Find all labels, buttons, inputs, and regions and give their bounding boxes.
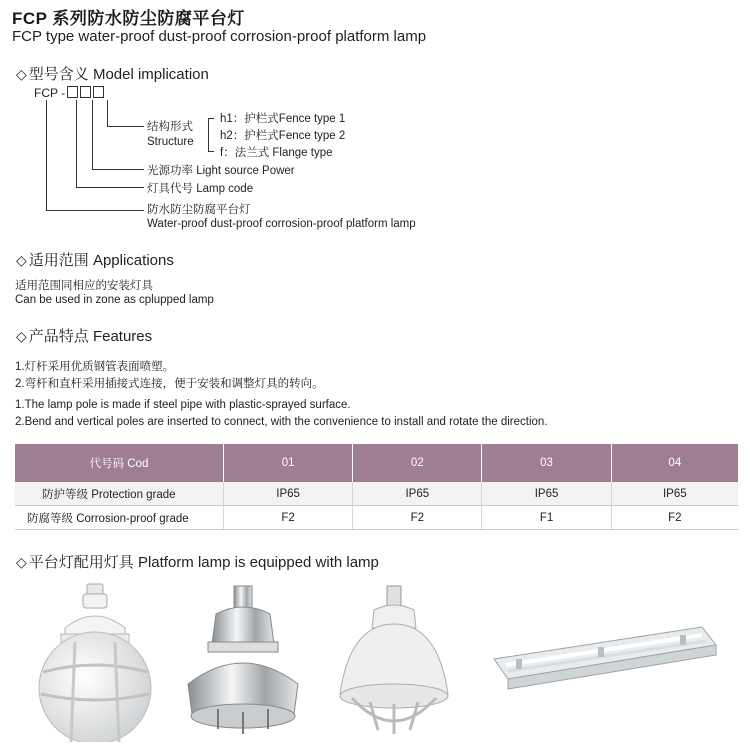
equipped-heading-text: 平台灯配用灯具 Platform lamp is equipped with lamp xyxy=(28,554,379,571)
table-header-cell: 代号码 Cod xyxy=(15,444,224,482)
code-box-3 xyxy=(93,86,104,98)
connector-line xyxy=(76,100,77,187)
power-label: 光源功率 Light source Power xyxy=(147,165,295,177)
applications-en: Can be used in zone as cplupped lamp xyxy=(15,294,214,306)
lamp-name-cn: 防水防尘防腐平台灯 xyxy=(147,204,251,216)
section-applications-heading xyxy=(16,249,174,270)
table-header-row xyxy=(15,444,738,482)
features-heading-text: 产品特点 Features xyxy=(28,328,153,345)
diamond-icon: ◇ xyxy=(16,328,27,344)
structure-en: Structure xyxy=(147,136,194,148)
lamp-image-tube xyxy=(488,615,720,695)
table-header-cell: 01 xyxy=(224,444,353,482)
table-cell: F2 xyxy=(353,506,482,530)
table-header-cell: 03 xyxy=(482,444,611,482)
lamp-image-white-bell xyxy=(330,584,460,744)
connector-line xyxy=(76,187,144,188)
table-header-cell: 04 xyxy=(611,444,738,482)
model-code-prefix: FCP - xyxy=(34,86,66,100)
table-cell: 防护等级 Protection grade xyxy=(15,482,224,506)
table-row xyxy=(15,506,738,530)
bracket-line xyxy=(208,151,214,152)
type-item: h1：护栏式Fence type 1 xyxy=(220,113,346,125)
connector-line xyxy=(46,100,47,210)
table-header-cell: 02 xyxy=(353,444,482,482)
connector-line xyxy=(107,100,108,126)
lamp-image-white-globe xyxy=(25,582,165,742)
connector-line xyxy=(92,169,144,170)
table-cell: IP65 xyxy=(224,482,353,506)
connector-line xyxy=(92,100,93,169)
code-box-1 xyxy=(67,86,78,98)
section-features-heading xyxy=(16,325,152,346)
page-subtitle: FCP type water-proof dust-proof corrosion-proof platform lamp xyxy=(12,28,427,45)
type-item: h2：护栏式Fence type 2 xyxy=(220,130,346,142)
diamond-icon: ◇ xyxy=(16,252,27,268)
code-box-2 xyxy=(80,86,91,98)
lamp-code-label: 灯具代号 Lamp code xyxy=(147,183,254,195)
applications-cn: 适用范围同相应的安装灯具 xyxy=(15,280,153,292)
table-cell: 防腐等级 Corrosion-proof grade xyxy=(15,506,224,530)
model-heading-text: 型号含义 Model implication xyxy=(28,66,209,83)
page-title: FCP 系列防水防尘防腐平台灯 xyxy=(12,9,245,28)
model-code xyxy=(34,86,104,100)
table-cell: F2 xyxy=(611,506,738,530)
feature-cn-1: 1.灯杆采用优质钢管表面喷塑。 xyxy=(15,361,175,373)
feature-en-2: 2.Bend and vertical poles are inserted to connect, with the convenience to install and rotate the direction. xyxy=(15,416,548,428)
bracket-line xyxy=(208,118,209,152)
applications-heading-text: 适用范围 Applications xyxy=(28,252,174,269)
connector-line xyxy=(107,126,144,127)
type-item: f：法兰式 Flange type xyxy=(220,147,333,159)
table-cell: IP65 xyxy=(611,482,738,506)
table-cell: IP65 xyxy=(482,482,611,506)
diamond-icon: ◇ xyxy=(16,554,27,570)
lamp-image-chrome xyxy=(178,584,308,744)
bracket-line xyxy=(208,118,214,119)
lamp-name-en: Water-proof dust-proof corrosion-proof platform lamp xyxy=(147,218,416,230)
table-cell: IP65 xyxy=(353,482,482,506)
connector-line xyxy=(46,210,144,211)
section-equipped-heading xyxy=(16,551,379,572)
section-model-heading xyxy=(16,63,209,84)
feature-en-1: 1.The lamp pole is made if steel pipe with plastic-sprayed surface. xyxy=(15,399,351,411)
table-cell: F1 xyxy=(482,506,611,530)
diamond-icon: ◇ xyxy=(16,66,27,82)
structure-cn: 结构形式 xyxy=(147,121,193,133)
spec-table xyxy=(15,444,738,530)
table-cell: F2 xyxy=(224,506,353,530)
table-row xyxy=(15,482,738,506)
feature-cn-2: 2.弯杆和直杆采用插接式连接，便于安装和调整灯具的转向。 xyxy=(15,378,324,390)
